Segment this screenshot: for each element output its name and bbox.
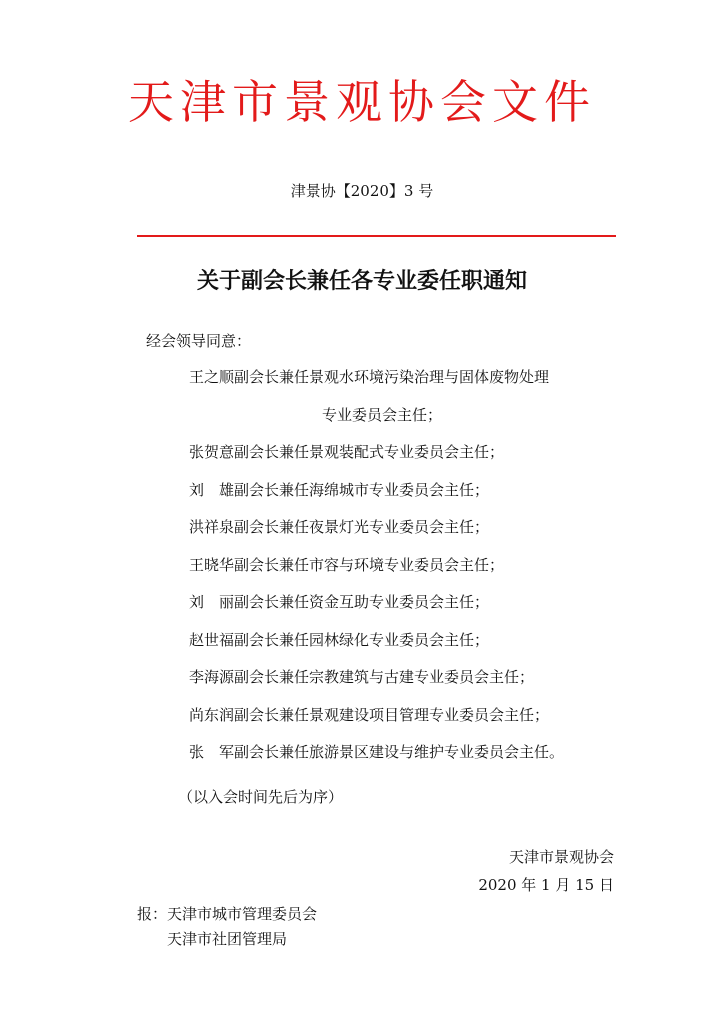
appointment-item: 王之顺副会长兼任景观水环境污染治理与固体废物处理 bbox=[189, 368, 550, 386]
document-number: 津景协【2020】3 号 bbox=[290, 182, 434, 200]
appointment-item: 刘 丽副会长兼任资金互助专业委员会主任； bbox=[189, 593, 490, 611]
appointment-item: 张 军副会长兼任旅游景区建设与维护专业委员会主任。 bbox=[189, 743, 565, 761]
order-note: （以入会时间先后为序） bbox=[178, 788, 344, 806]
appointment-item: 尚东润副会长兼任景观建设项目管理专业委员会主任； bbox=[189, 705, 550, 724]
report-line bbox=[137, 903, 317, 925]
report-label: 报： bbox=[137, 905, 168, 923]
intro-text: 经会领导同意： bbox=[146, 332, 252, 350]
appointment-item: 赵世福副会长兼任园林绿化专业委员会主任； bbox=[189, 630, 490, 649]
notice-title: 关于副会长兼任各专业委任职通知 bbox=[196, 269, 527, 294]
report-recipient: 天津市城市管理委员会 bbox=[167, 905, 318, 923]
appointment-list bbox=[189, 366, 629, 779]
signing-organization: 天津市景观协会 bbox=[508, 848, 614, 866]
appointment-item: 李海源副会长兼任宗教建筑与古建专业委员会主任； bbox=[189, 668, 535, 686]
red-divider-line bbox=[137, 235, 616, 237]
appointment-item: 张贺意副会长兼任景观装配式专业委员会主任； bbox=[189, 443, 505, 461]
appointment-item-continuation: 专业委员会主任； bbox=[322, 405, 443, 424]
appointment-item: 刘 雄副会长兼任海绵城市专业委员会主任； bbox=[189, 480, 490, 499]
masthead-title: 天津市景观协会文件 bbox=[128, 75, 596, 129]
appointment-item: 洪祥泉副会长兼任夜景灯光专业委员会主任； bbox=[189, 518, 490, 536]
appointment-item: 王晓华副会长兼任市容与环境专业委员会主任； bbox=[189, 555, 505, 574]
report-recipient: 天津市社团管理局 bbox=[167, 930, 288, 948]
signing-date: 2020 年 1 月 15 日 bbox=[478, 876, 614, 894]
